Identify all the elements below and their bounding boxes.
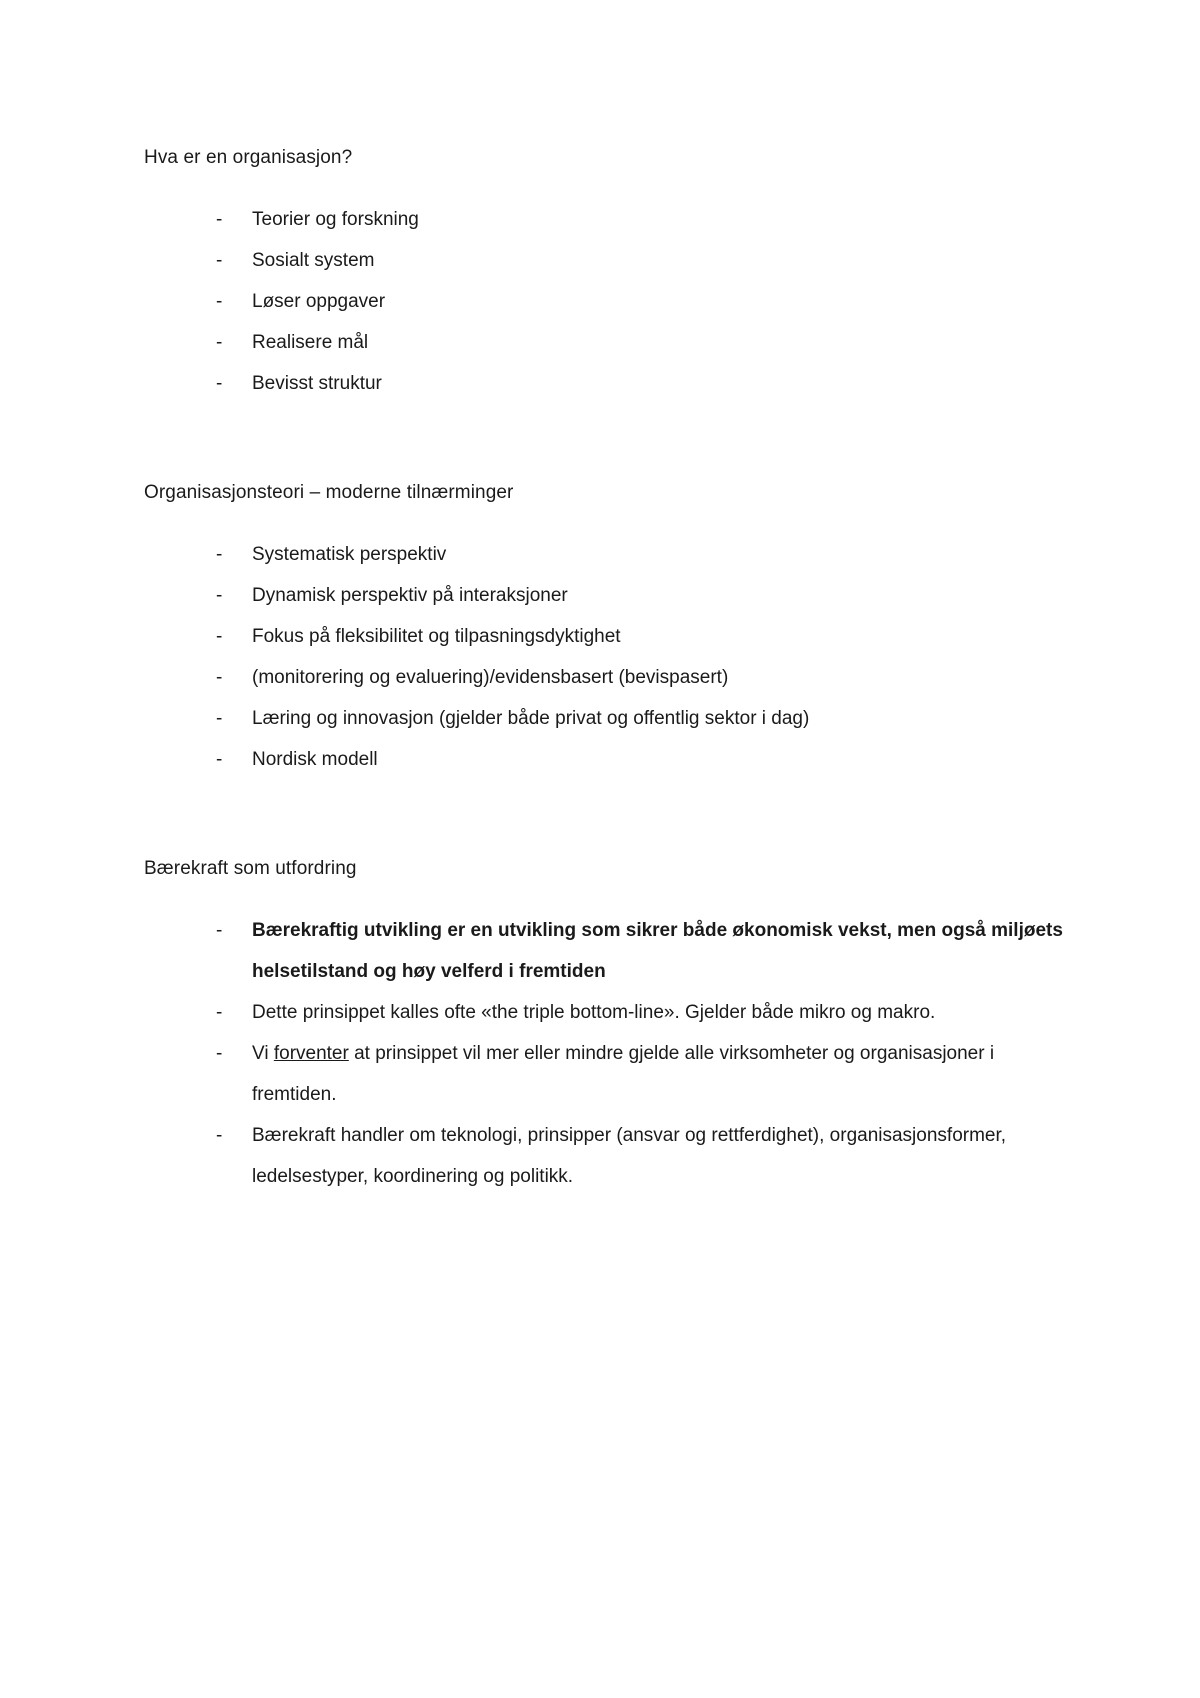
dash-bullet: - (216, 1002, 223, 1023)
list-item: - Læring og innovasjon (gjelder både privat og offentlig sektor i dag) (144, 698, 1074, 739)
dash-bullet: - (216, 332, 223, 353)
section-heading: Bærekraft som utfordring (144, 858, 357, 879)
dash-bullet: - (216, 373, 223, 394)
dash-bullet: - (216, 667, 223, 688)
list-item: - Realisere mål (144, 322, 1074, 363)
list-item: - Dette prinsippet kalles ofte «the triple bottom-line». Gjelder både mikro og makro. (144, 992, 1074, 1033)
underlined-word: forventer (273, 1043, 349, 1064)
bullet-list (144, 910, 1074, 1197)
section-organization-theory (144, 481, 1074, 780)
dash-bullet: - (216, 708, 223, 729)
bullet-list (144, 199, 1074, 404)
section-sustainability (144, 857, 1074, 1197)
list-item: - Vi forventer at prinsippet vil mer eller mindre gjelde alle virksomheter og organisasjoner i fremtiden. (144, 1033, 1074, 1115)
dash-bullet: - (216, 920, 223, 941)
dash-bullet: - (216, 291, 223, 312)
dash-bullet: - (216, 250, 223, 271)
list-item: - Sosialt system (144, 240, 1074, 281)
section-heading: Organisasjonsteori – moderne tilnærminger (144, 482, 514, 503)
list-item: - Fokus på fleksibilitet og tilpasningsdyktighet (144, 616, 1074, 657)
dash-bullet: - (216, 749, 223, 770)
dash-bullet: - (216, 1043, 223, 1064)
list-item: - (monitorering og evaluering)/evidensbasert (bevispasert) (144, 657, 1074, 698)
list-item: - Løser oppgaver (144, 281, 1074, 322)
dash-bullet: - (216, 544, 223, 565)
list-item: - Teorier og forskning (144, 199, 1074, 240)
bullet-list (144, 534, 1074, 780)
dash-bullet: - (216, 626, 223, 647)
section-what-is-organization (144, 146, 1074, 404)
list-item: - Bevisst struktur (144, 363, 1074, 404)
dash-bullet: - (216, 585, 223, 606)
list-item: - Nordisk modell (144, 739, 1074, 780)
section-heading: Hva er en organisasjon? (144, 147, 353, 168)
dash-bullet: - (216, 1125, 223, 1146)
list-item: - Bærekraft handler om teknologi, prinsipper (ansvar og rettferdighet), organisasjonsformer, ledelsestyper, koordinering og politikk. (144, 1115, 1074, 1197)
list-item: - Dynamisk perspektiv på interaksjoner (144, 575, 1074, 616)
list-item: - Bærekraftig utvikling er en utvikling som sikrer både økonomisk vekst, men også miljøets helsetilstand og høy velferd i fremtiden (144, 910, 1074, 992)
list-item: - Systematisk perspektiv (144, 534, 1074, 575)
dash-bullet: - (216, 209, 223, 230)
